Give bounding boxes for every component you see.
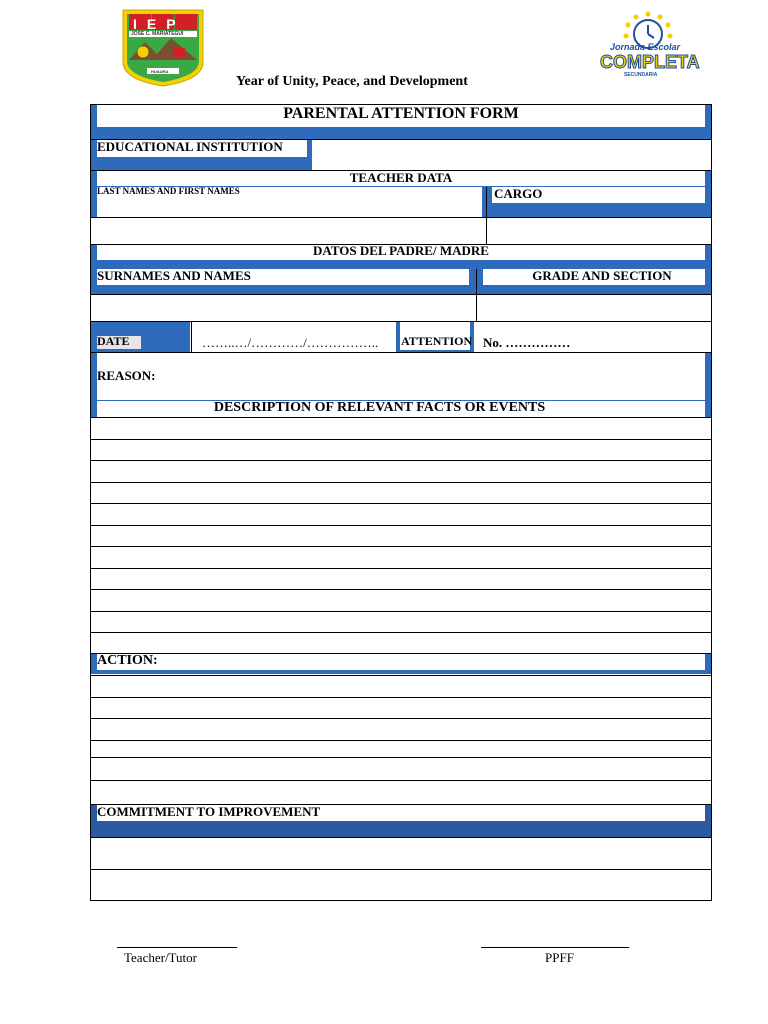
institution-label: EDUCATIONAL INSTITUTION: [97, 139, 283, 154]
parent-section-title: DATOS DEL PADRE/ MADRE: [313, 243, 489, 258]
divider: [476, 269, 477, 322]
program-logo: [598, 10, 698, 82]
action-line[interactable]: [91, 718, 711, 719]
ppff-signature-line[interactable]: [481, 947, 629, 948]
teacher-names-input[interactable]: [91, 218, 485, 244]
action-line[interactable]: [91, 697, 711, 698]
date-label: DATE: [97, 334, 130, 348]
grade-label: GRADE AND SECTION: [532, 268, 672, 283]
divider: [191, 322, 192, 352]
description-line[interactable]: [91, 568, 711, 569]
school-logo-name: JOSE C. MARIATEGUI: [131, 31, 184, 37]
description-line[interactable]: [91, 546, 711, 547]
description-line[interactable]: [91, 439, 711, 440]
description-section-title: DESCRIPTION OF RELEVANT FACTS OR EVENTS: [213, 400, 546, 415]
divider: [486, 187, 487, 244]
reason-label: REASON:: [97, 368, 156, 383]
teacher-names-label: LAST NAMES AND FIRST NAMES: [97, 186, 240, 196]
commitment-field-1[interactable]: [91, 838, 711, 868]
attention-label: ATTENTION: [401, 334, 473, 348]
divider: [91, 675, 711, 676]
description-line[interactable]: [91, 503, 711, 504]
school-logo-letters: IEP: [133, 16, 186, 32]
teacher-section-title: TEACHER DATA: [349, 170, 453, 185]
ppff-signature-label: PPFF: [545, 950, 574, 965]
program-logo-line2: COMPLETA: [600, 52, 700, 72]
surnames-field[interactable]: [91, 295, 475, 321]
attention-number[interactable]: No. ……………: [483, 335, 571, 350]
action-line[interactable]: [91, 780, 711, 781]
date-field[interactable]: ……..…/…………/……………..: [202, 335, 379, 350]
action-line[interactable]: [91, 740, 711, 741]
description-line[interactable]: [91, 611, 711, 612]
grade-field[interactable]: [478, 295, 710, 321]
teacher-signature-line[interactable]: [117, 947, 237, 948]
description-line[interactable]: [91, 482, 711, 483]
description-line[interactable]: [91, 632, 711, 633]
action-line[interactable]: [91, 757, 711, 758]
form-title: PARENTAL ATTENTION FORM: [283, 105, 519, 122]
school-logo-town: HUAURA: [151, 69, 169, 74]
action-label: ACTION:: [97, 653, 158, 668]
institution-field[interactable]: [313, 140, 711, 170]
program-logo-line1: Jornada Escolar: [610, 42, 681, 52]
school-logo: [121, 8, 205, 88]
surnames-label: SURNAMES AND NAMES: [97, 268, 251, 283]
action-label-box: [97, 654, 705, 670]
teacher-signature-label: Teacher/Tutor: [124, 950, 197, 965]
program-logo-line3: SECUNDARIA: [624, 72, 658, 78]
divider: [91, 417, 711, 418]
cargo-label: CARGO: [494, 186, 543, 201]
motto-text: Year of Unity, Peace, and Development: [236, 74, 468, 89]
description-line[interactable]: [91, 525, 711, 526]
description-line[interactable]: [91, 589, 711, 590]
commitment-field-2[interactable]: [91, 870, 711, 900]
commitment-label: COMMITMENT TO IMPROVEMENT: [97, 804, 321, 819]
description-line[interactable]: [91, 460, 711, 461]
cargo-field[interactable]: [488, 218, 710, 244]
reason-field[interactable]: [97, 353, 705, 400]
